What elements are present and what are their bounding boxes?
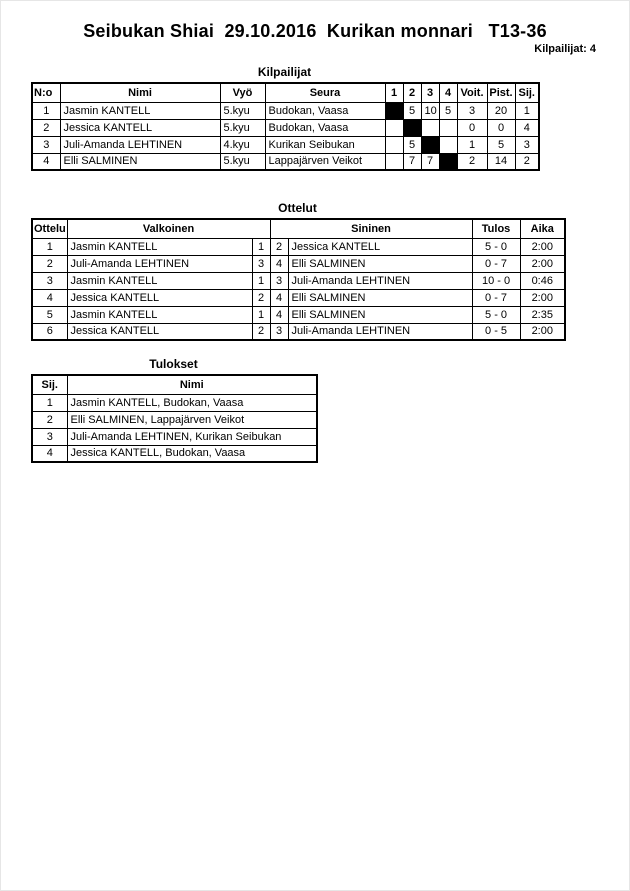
cell-wins: 1 [457,136,487,153]
cell-place: 4 [515,119,539,136]
col-header-belt: Vyö [220,83,265,102]
cell-club: Budokan, Vaasa [265,119,385,136]
cell-name: Jessica KANTELL, Budokan, Vaasa [67,445,317,462]
cell-time: 2:00 [520,238,565,255]
cell-score: 5 [403,136,421,153]
cell-wins: 2 [457,153,487,170]
diagonal-cell [385,102,403,119]
cell-result: 0 - 5 [472,323,520,340]
col-header-place: Sij. [32,375,67,394]
col-header-opponent-1: 1 [385,83,403,102]
cell-score [385,119,403,136]
results-header-row [32,375,317,394]
cell-points: 14 [487,153,515,170]
competitor-row [32,153,539,170]
competitors-header-row [32,83,539,102]
result-row [32,428,317,445]
cell-result: 0 - 7 [472,255,520,272]
cell-match-no: 3 [32,272,67,289]
cell-club: Kurikan Seibukan [265,136,385,153]
cell-score: 5 [403,102,421,119]
cell-blue-no: 4 [270,306,288,323]
col-header-club: Seura [265,83,385,102]
results-heading: Tulokset [149,357,198,371]
col-header-white: Valkoinen [67,219,270,238]
cell-score [385,153,403,170]
match-row [32,306,565,323]
cell-score: 7 [421,153,439,170]
cell-name: Jasmin KANTELL, Budokan, Vaasa [67,394,317,411]
cell-blue-no: 3 [270,272,288,289]
cell-match-no: 5 [32,306,67,323]
cell-blue-name: Elli SALMINEN [288,255,472,272]
cell-place: 3 [32,428,67,445]
cell-score: 5 [439,102,457,119]
col-header-name: Nimi [60,83,220,102]
cell-white-name: Juli-Amanda LEHTINEN [67,255,252,272]
cell-match-no: 2 [32,255,67,272]
col-header-opponent-3: 3 [421,83,439,102]
cell-time: 2:00 [520,255,565,272]
cell-no: 3 [32,136,60,153]
cell-white-no: 1 [252,238,270,255]
match-row [32,289,565,306]
cell-score [439,136,457,153]
cell-place: 3 [515,136,539,153]
cell-name: Juli-Amanda LEHTINEN [60,136,220,153]
cell-belt: 5.kyu [220,153,265,170]
cell-white-name: Jasmin KANTELL [67,238,252,255]
cell-blue-no: 2 [270,238,288,255]
cell-points: 0 [487,119,515,136]
cell-belt: 4.kyu [220,136,265,153]
cell-result: 5 - 0 [472,238,520,255]
cell-time: 2:00 [520,323,565,340]
cell-white-no: 3 [252,255,270,272]
cell-name: Jasmin KANTELL [60,102,220,119]
result-row [32,411,317,428]
cell-blue-no: 3 [270,323,288,340]
cell-time: 2:00 [520,289,565,306]
cell-score: 7 [403,153,421,170]
cell-white-no: 2 [252,289,270,306]
cell-no: 1 [32,102,60,119]
competitor-row [32,136,539,153]
col-header-wins: Voit. [457,83,487,102]
cell-name: Jessica KANTELL [60,119,220,136]
matches-table [31,218,566,341]
cell-score [421,119,439,136]
cell-blue-no: 4 [270,255,288,272]
cell-blue-name: Juli-Amanda LEHTINEN [288,272,472,289]
cell-place: 1 [515,102,539,119]
cell-blue-no: 4 [270,289,288,306]
match-row [32,238,565,255]
cell-points: 20 [487,102,515,119]
cell-white-name: Jasmin KANTELL [67,306,252,323]
cell-points: 5 [487,136,515,153]
cell-white-name: Jessica KANTELL [67,323,252,340]
result-row [32,394,317,411]
cell-score: 10 [421,102,439,119]
cell-match-no: 1 [32,238,67,255]
cell-name: Elli SALMINEN [60,153,220,170]
diagonal-cell [439,153,457,170]
cell-white-name: Jasmin KANTELL [67,272,252,289]
cell-place: 2 [515,153,539,170]
col-header-opponent-2: 2 [403,83,421,102]
cell-wins: 0 [457,119,487,136]
matches-heading: Ottelut [278,201,317,215]
diagonal-cell [421,136,439,153]
cell-white-no: 1 [252,272,270,289]
col-header-no: N:o [32,83,60,102]
matches-header-row [32,219,565,238]
col-header-result: Tulos [472,219,520,238]
col-header-match: Ottelu [32,219,67,238]
competitor-row [32,119,539,136]
cell-white-no: 1 [252,306,270,323]
competitor-row [32,102,539,119]
results-table [31,374,318,463]
col-header-opponent-4: 4 [439,83,457,102]
col-header-place: Sij. [515,83,539,102]
cell-white-no: 2 [252,323,270,340]
result-row [32,445,317,462]
cell-no: 2 [32,119,60,136]
cell-white-name: Jessica KANTELL [67,289,252,306]
competitors-table [31,82,540,171]
cell-club: Budokan, Vaasa [265,102,385,119]
cell-name: Juli-Amanda LEHTINEN, Kurikan Seibukan [67,428,317,445]
participants-count-label: Kilpailijat: 4 [534,43,596,55]
diagonal-cell [403,119,421,136]
col-header-time: Aika [520,219,565,238]
cell-score [385,136,403,153]
cell-match-no: 4 [32,289,67,306]
cell-wins: 3 [457,102,487,119]
cell-belt: 5.kyu [220,102,265,119]
cell-place: 4 [32,445,67,462]
cell-result: 5 - 0 [472,306,520,323]
col-header-points: Pist. [487,83,515,102]
cell-club: Lappajärven Veikot [265,153,385,170]
cell-name: Elli SALMINEN, Lappajärven Veikot [67,411,317,428]
cell-score [439,119,457,136]
cell-result: 10 - 0 [472,272,520,289]
cell-no: 4 [32,153,60,170]
cell-belt: 5.kyu [220,119,265,136]
cell-place: 1 [32,394,67,411]
cell-blue-name: Jessica KANTELL [288,238,472,255]
cell-blue-name: Elli SALMINEN [288,289,472,306]
match-row [32,255,565,272]
cell-match-no: 6 [32,323,67,340]
col-header-name: Nimi [67,375,317,394]
cell-time: 0:46 [520,272,565,289]
cell-blue-name: Juli-Amanda LEHTINEN [288,323,472,340]
col-header-blue: Sininen [270,219,472,238]
page-title: Seibukan Shiai 29.10.2016 Kurikan monnari T13-36 [83,21,547,41]
cell-result: 0 - 7 [472,289,520,306]
match-row [32,272,565,289]
match-row [32,323,565,340]
competitors-heading: Kilpailijat [257,65,312,79]
cell-blue-name: Elli SALMINEN [288,306,472,323]
cell-place: 2 [32,411,67,428]
cell-time: 2:35 [520,306,565,323]
